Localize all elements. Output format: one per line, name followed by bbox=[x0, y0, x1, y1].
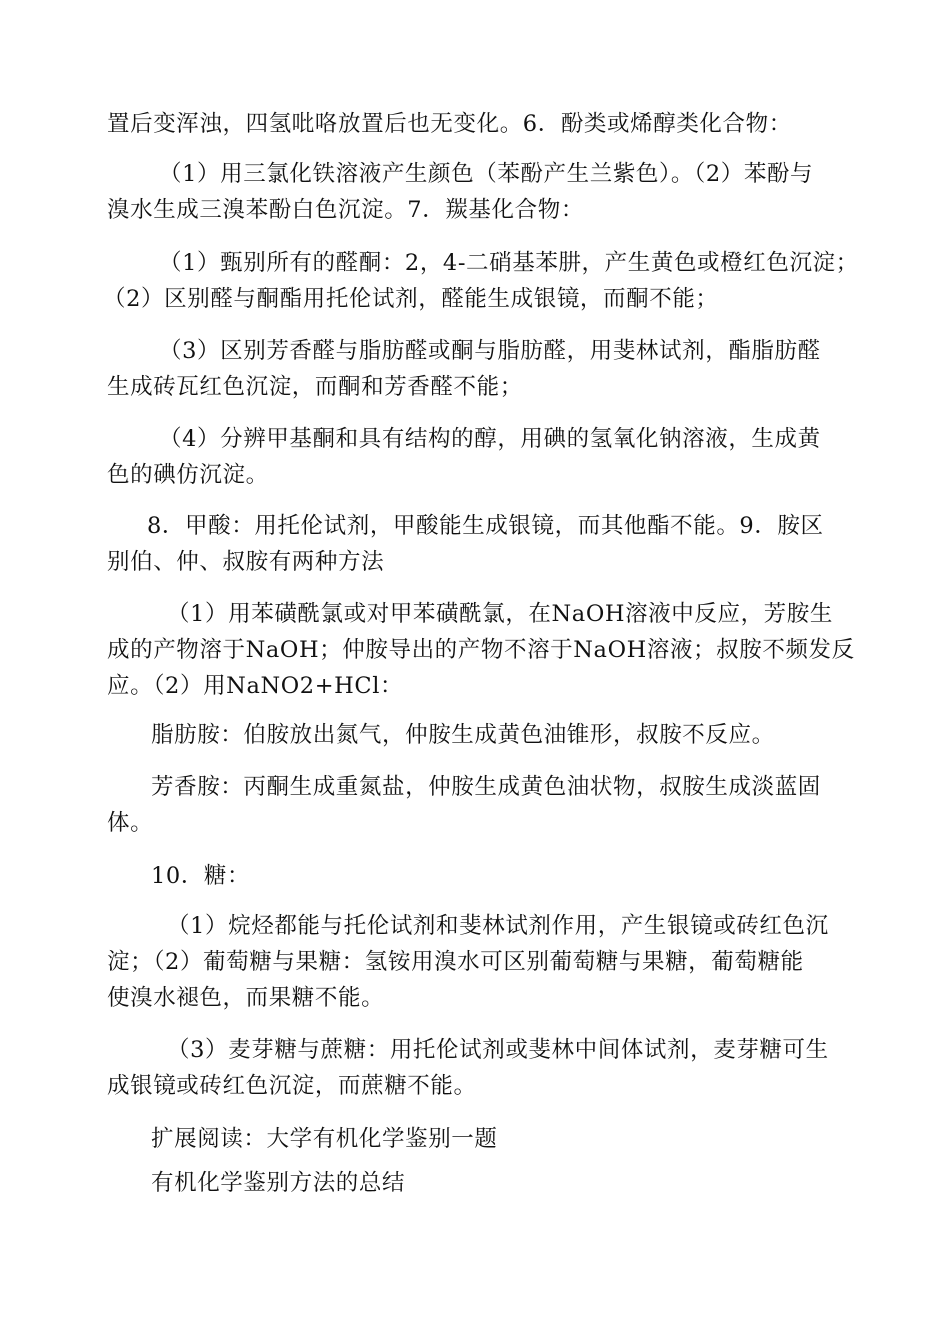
text-line: 10．糖： bbox=[151, 863, 251, 889]
text-line: （1）甄别所有的醛酮：2，4-二硝基苯肼，产生黄色或橙红色沉淀； bbox=[159, 250, 859, 276]
text-line: 成的产物溶于NaOH；仲胺导出的产物不溶于NaOH溶液；叔胺不频发反 bbox=[107, 637, 855, 663]
text-line: （1）用三氯化铁溶液产生颜色（苯酚产生兰紫色）。（2）苯酚与 bbox=[159, 161, 814, 187]
text-line: 成银镜或砖红色沉淀，而蔗糖不能。 bbox=[107, 1073, 477, 1099]
text-line: （3）区别芳香醛与脂肪醛或酮与脂肪醛，用斐林试剂，酯脂肪醛 bbox=[159, 338, 821, 364]
paragraph-sugar-1 bbox=[107, 908, 847, 1016]
text-line: 应。（2）用NaNO2+HCl： bbox=[107, 673, 404, 699]
text-line: 扩展阅读：大学有机化学鉴别一题 bbox=[151, 1126, 498, 1152]
text-line: 有机化学鉴别方法的总结 bbox=[151, 1170, 406, 1196]
paragraph-sugar-3 bbox=[107, 1032, 847, 1104]
paragraph-carbonyl-4 bbox=[107, 421, 847, 493]
text-line: 生成砖瓦红色沉淀，而酮和芳香醛不能； bbox=[107, 374, 523, 400]
paragraph-carbonyl-1 bbox=[103, 245, 859, 317]
text-line: 脂肪胺：伯胺放出氮气，仲胺生成黄色油锥形，叔胺不反应。 bbox=[151, 722, 775, 748]
paragraph-phenol-tests bbox=[107, 156, 847, 228]
text-line: 8．甲酸：用托伦试剂，甲酸能生成银镜，而其他酯不能。9．胺区 bbox=[147, 513, 824, 539]
paragraph-aromatic-amine bbox=[107, 769, 847, 841]
text-line: 体。 bbox=[107, 810, 154, 836]
text-line: 使溴水褪色，而果糖不能。 bbox=[107, 985, 385, 1011]
text-line: 置后变浑浊，四氢吡咯放置后也无变化。6．酚类或烯醇类化合物： bbox=[107, 111, 792, 137]
text-line: （3）麦芽糖与蔗糖：用托伦试剂或斐林中间体试剂，麦芽糖可生 bbox=[167, 1037, 829, 1063]
text-line: 色的碘仿沉淀。 bbox=[107, 462, 269, 488]
text-line: 溴水生成三溴苯酚白色沉淀。7．羰基化合物： bbox=[107, 197, 584, 223]
paragraph-carbonyl-3 bbox=[107, 333, 847, 405]
text-line: （1）烷烃都能与托伦试剂和斐林试剂作用，产生银镜或砖红色沉 bbox=[167, 913, 829, 939]
paragraph-extended-reading bbox=[107, 1121, 847, 1157]
text-line: 芳香胺：丙酮生成重氮盐，仲胺生成黄色油状物，叔胺生成淡蓝固 bbox=[151, 774, 821, 800]
text-line: （1）用苯磺酰氯或对甲苯磺酰氯，在NaOH溶液中反应，芳胺生 bbox=[167, 601, 833, 627]
text-line: 淀；（2）葡萄糖与果糖：氢铵用溴水可区别葡萄糖与果糖，葡萄糖能 bbox=[107, 949, 804, 975]
text-line: 别伯、仲、叔胺有两种方法 bbox=[107, 549, 385, 575]
paragraph-formic-acid bbox=[107, 508, 847, 580]
text-line: （2）区别醛与酮酯用托伦试剂，醛能生成银镜，而酮不能； bbox=[103, 286, 719, 312]
paragraph-summary-title bbox=[107, 1165, 847, 1201]
paragraph-phenol-intro bbox=[107, 106, 847, 142]
paragraph-sugar-heading bbox=[107, 858, 847, 894]
text-line: （4）分辨甲基酮和具有结构的醇，用碘的氢氧化钠溶液，生成黄 bbox=[159, 426, 821, 452]
paragraph-amine-1 bbox=[107, 596, 855, 704]
paragraph-aliphatic-amine bbox=[107, 717, 847, 753]
